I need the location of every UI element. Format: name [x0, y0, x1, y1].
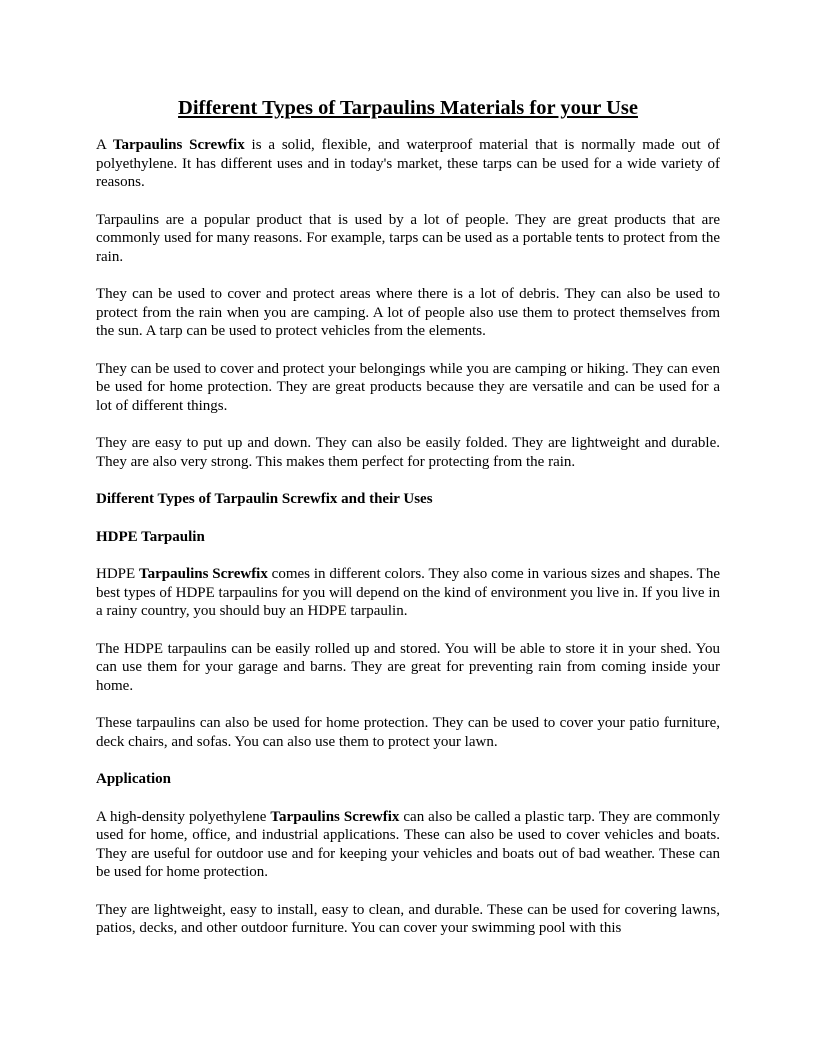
text-span: HDPE: [96, 566, 139, 582]
brand-term: Tarpaulins Screwfix: [112, 137, 245, 153]
paragraph: Tarpaulins are a popular product that is used by a lot of people. They are great products that are commonly used for many reasons. For example, tarps can be used as a portable tents to protect from the rain.: [96, 211, 720, 265]
section-heading-hdpe: HDPE Tarpaulin: [96, 528, 205, 545]
paragraph-hdpe: [96, 565, 720, 621]
paragraph: They can be used to cover and protect your belongings while you are camping or hiking. They can even be used for home protection. They are great products because they are versatile and can be used for a lot of different things.: [96, 360, 720, 414]
paragraph: They are easy to put up and down. They can also be easily folded. They are lightweight and durable. They are also very strong. This makes them perfect for protecting from the rain.: [96, 435, 720, 470]
paragraph-intro: [96, 136, 720, 192]
paragraph: The HDPE tarpaulins can be easily rolled up and stored. You will be able to store it in your shed. You can use them for your garage and barns. They are great for preventing rain from coming inside your home.: [96, 640, 720, 694]
brand-term: Tarpaulins Screwfix: [139, 566, 268, 582]
paragraph: They can be used to cover and protect areas where there is a lot of debris. They can also be used to protect from the rain when you are camping. A lot of people also use them to protect themselves from the sun. A tarp can be used to protect vehicles from the elements.: [96, 286, 720, 339]
page-title: Different Types of Tarpaulins Materials for your Use: [178, 97, 638, 119]
paragraph-application: [96, 808, 720, 882]
paragraph: They are lightweight, easy to install, easy to clean, and durable. These can be used for covering lawns, patios, decks, and other outdoor furniture. You can cover your swimming pool with this: [96, 901, 720, 936]
paragraph: These tarpaulins can also be used for home protection. They can be used to cover your patio furniture, deck chairs, and sofas. You can also use them to protect your lawn.: [96, 715, 720, 750]
section-heading-types: Different Types of Tarpaulin Screwfix and their Uses: [96, 491, 433, 507]
brand-term: Tarpaulins Screwfix: [270, 808, 400, 825]
section-heading-application: Application: [96, 771, 172, 787]
text-span: is a solid, flexible, and waterproof material that is normally made out of polyethylene. It has different uses and in today's market, these tarps can be used for a wide variety of reasons.: [96, 137, 720, 190]
text-span: can also be called a plastic tarp. They are commonly used for home, office, and industrial applications. These can also be used to cover vehicles and boats. They are useful for outdoor use and for keeping your vehicles and boats out of bad weather. These can be used for home protection.: [96, 808, 720, 880]
text-span: A high-density polyethylene: [96, 808, 271, 825]
text-span: comes in different colors. They also come in various sizes and shapes. The best types of HDPE tarpaulins for you will depend on the kind of environment you live in. If you live in a rainy country, you should buy an HDPE tarpaulin.: [96, 566, 720, 619]
text-span: A: [96, 137, 113, 153]
document-page: [96, 96, 720, 938]
